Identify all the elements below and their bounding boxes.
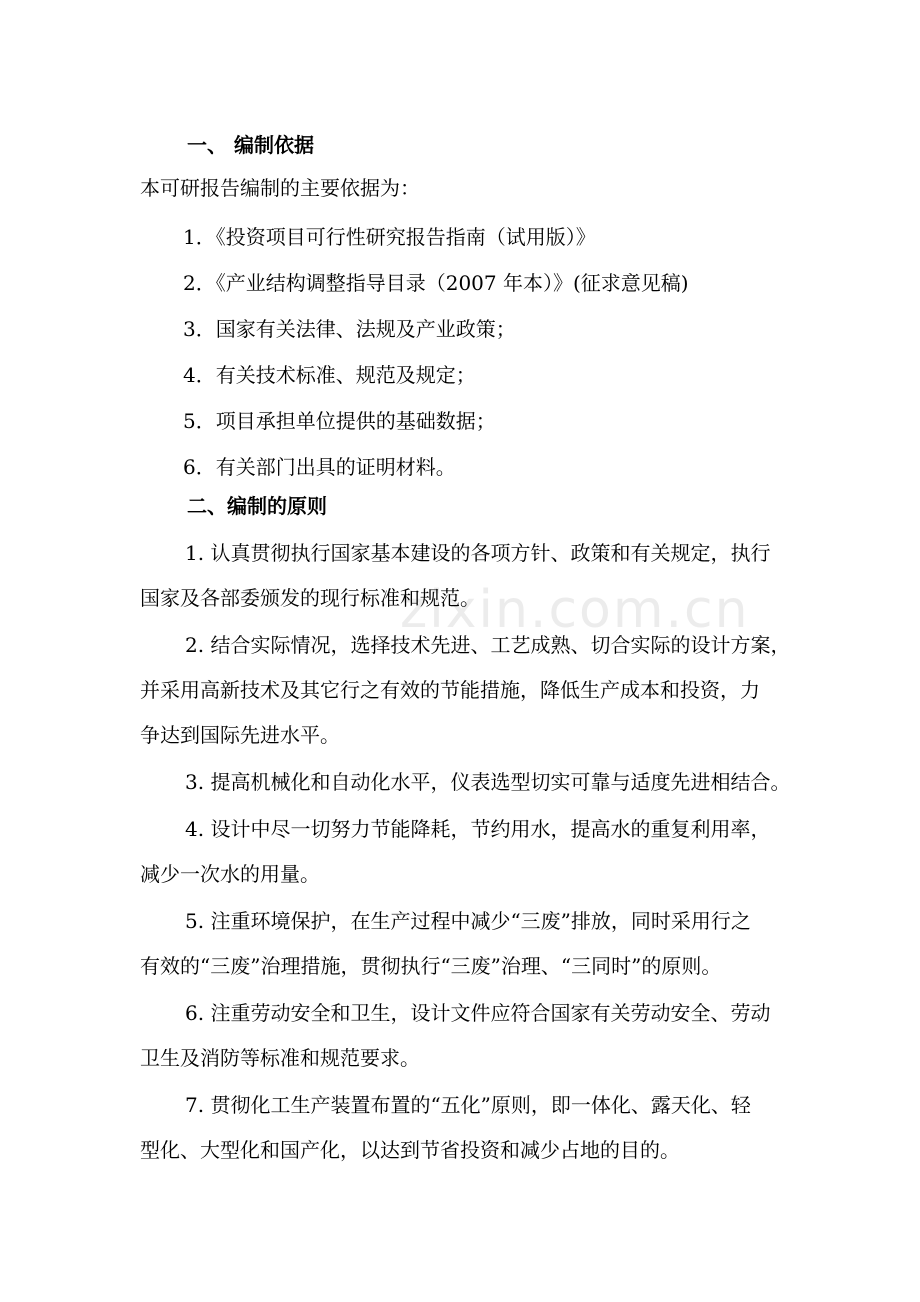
section2-heading: 二、编制的原则 <box>187 494 327 518</box>
principle-6-line-2: 卫生及消防等标准和规范要求。 <box>140 1046 420 1070</box>
principle-5-line-1: 5. 注重环境保护，在生产过程中减少“三废”排放，同时采用行之 <box>185 909 751 933</box>
principle-2-line-3: 争达到国际先进水平。 <box>140 723 340 747</box>
basis-item-2: 2．《产业结构调整指导目录（2007 年本）》(征求意见稿) <box>183 271 689 295</box>
principle-1-line-1: 1. 认真贯彻执行国家基本建设的各项方针、政策和有关规定，执行 <box>185 541 771 565</box>
principle-7-line-1: 7. 贯彻化工生产装置布置的“五化”原则，即一体化、露天化、轻 <box>185 1093 751 1117</box>
basis-item-5: 5．项目承担单位提供的基础数据； <box>183 409 496 433</box>
principle-5-line-2: 有效的“三废”治理措施，贯彻执行“三废”治理、“三同时”的原则。 <box>140 954 722 978</box>
principle-6-line-1: 6. 注重劳动安全和卫生，设计文件应符合国家有关劳动安全、劳动 <box>185 1001 771 1025</box>
basis-item-3: 3．国家有关法律、法规及产业政策； <box>183 317 516 341</box>
basis-item-1: 1．《投资项目可行性研究报告指南（试用版）》 <box>183 225 596 249</box>
principle-2-line-1: 2. 结合实际情况，选择技术先进、工艺成熟、切合实际的设计方案， <box>185 633 791 657</box>
principle-2-line-2: 并采用高新技术及其它行之有效的节能措施，降低生产成本和投资，力 <box>140 678 760 702</box>
principle-4-line-1: 4. 设计中尽一切努力节能降耗，节约用水，提高水的重复利用率， <box>185 817 771 841</box>
basis-item-4: 4．有关技术标准、规范及规定； <box>183 363 476 387</box>
principle-7-line-2: 型化、大型化和国产化，以达到节省投资和减少占地的目的。 <box>140 1138 680 1162</box>
basis-item-6: 6．有关部门出具的证明材料。 <box>183 455 456 479</box>
principle-4-line-2: 减少一次水的用量。 <box>140 862 320 886</box>
section1-intro: 本可研报告编制的主要依据为： <box>140 176 420 200</box>
principle-3-line-1: 3. 提高机械化和自动化水平，仪表选型切实可靠与适度先进相结合。 <box>185 770 791 794</box>
section1-heading: 一、 编制依据 <box>187 133 314 157</box>
principle-1-line-2: 国家及各部委颁发的现行标准和规范。 <box>140 586 480 610</box>
watermark-text: zixin.com.cn <box>400 580 750 640</box>
